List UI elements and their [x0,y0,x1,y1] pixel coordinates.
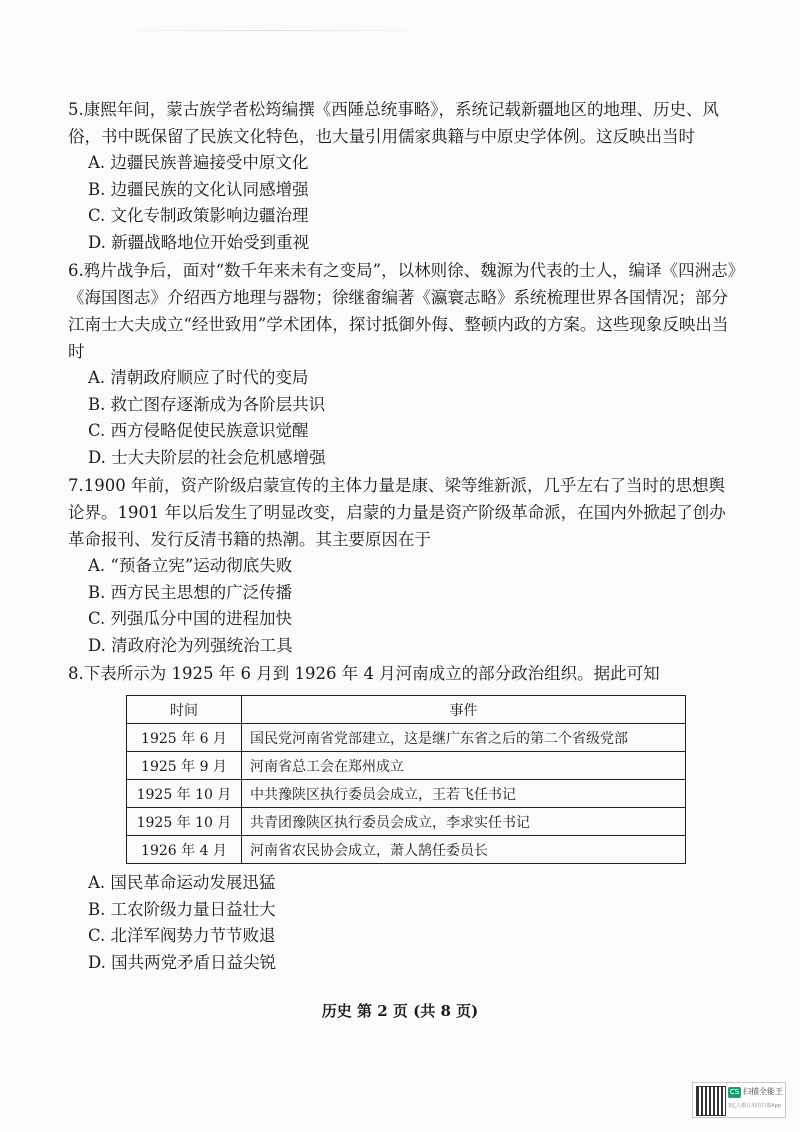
table-row [127,808,686,836]
option-c: C. 文化专制政策影响边疆治理 [88,206,309,225]
qr-code-icon [696,1086,726,1116]
option-b: B. 西方民主思想的广泛传播 [88,582,293,602]
exam-page [68,96,736,976]
scanner-app-name: 扫描全能王 [743,1087,783,1096]
option-c: C. 北洋军阀势力节节败退 [88,926,276,945]
scanner-watermark [692,1082,786,1118]
camscanner-logo-icon: CS [729,1088,740,1096]
question-8-stem: 8.下表所示为 1925 年 6 月到 1926 年 4 月河南成立的部分政治组织。据此可知 [68,664,660,683]
scan-edge-line [100,30,440,31]
event-cell: 中共豫陕区执行委员会成立，王若飞任书记 [242,780,686,808]
option-a: A. 边疆民族普遍接受中原文化 [88,153,309,172]
event-cell: 共青团豫陕区执行委员会成立，李求实任书记 [242,808,686,836]
table-row [127,724,686,752]
date-cell: 1926 年 4 月 [127,836,242,864]
option-a: A. “预备立宪”运动彻底失败 [88,556,293,575]
question-number: 7. [68,476,84,495]
question-6 [68,257,736,471]
event-cell: 国民党河南省党部建立，这是继广东省之后的第二个省级党部 [242,724,686,752]
question-number: 6. [68,261,84,280]
date-cell: 1925 年 6 月 [127,724,242,752]
question-number: 8. [68,664,84,683]
option-a: A. 国民革命运动发展迅猛 [88,873,276,892]
event-cell: 河南省总工会在郑州成立 [242,752,686,780]
date-cell: 1925 年 10 月 [127,808,242,836]
option-d: D. 国共两党矛盾日益尖锐 [88,952,277,972]
question-6-stem: 6.鸦片战争后，面对“数千年来未有之变局”，以林则徐、魏源为代表的士人，编译《四洲志》《海国图志》介绍西方地理与器物；徐继畬编著《瀛寰志略》系统梳理世界各国情况；部分江南士大夫成立“经世致用”学术团体，探讨抵御外侮、整顿内政的方案。这些现象反映出当时 [68,261,736,361]
option-a: A. 清朝政府顺应了时代的变局 [88,368,309,387]
date-cell: 1925 年 9 月 [127,752,242,780]
column-header-time: 时间 [127,696,242,724]
option-d: D. 新疆战略地位开始受到重视 [88,232,310,252]
question-7 [68,472,736,659]
option-c: C. 西方侵略促使民族意识觉醒 [88,421,309,440]
question-5 [68,96,736,256]
question-8 [68,660,736,976]
option-b: B. 边疆民族的文化认同感增强 [88,179,309,199]
question-5-stem: 5.康熙年间，蒙古族学者松筠编撰《西陲总统事略》，系统记载新疆地区的地理、历史、风俗，书中既保留了民族文化特色，也大量引用儒家典籍与中原史学体例。这反映出当时 [68,100,719,146]
option-c: C. 列强瓜分中国的进程加快 [88,609,293,628]
table-row [127,752,686,780]
question-number: 5. [68,100,84,119]
column-header-event: 事件 [242,696,686,724]
option-d: D. 士大夫阶层的社会危机感增强 [88,447,326,467]
table-header-row [127,696,686,724]
event-cell: 河南省农民协会成立，萧人鹄任委员长 [242,836,686,864]
scanner-app-subtitle: 3亿人都在用的扫描App [728,1103,781,1109]
table-row [127,836,686,864]
option-b: B. 救亡图存逐渐成为各阶层共识 [88,394,326,414]
table-row [127,780,686,808]
option-b: B. 工农阶级力量日益壮大 [88,899,276,919]
page-footer: 历史 第 2 页 (共 8 页) [321,1002,479,1020]
question-7-stem: 7.1900 年前，资产阶级启蒙宣传的主体力量是康、梁等维新派，几乎左右了当时的思想舆论界。1901 年以后发生了明显改变，启蒙的力量是资产阶级革命派，在国内外掀起了创办革命报刊、发行反清书籍的热潮。其主要原因在于 [68,476,726,549]
events-table [126,695,686,864]
date-cell: 1925 年 10 月 [127,780,242,808]
option-d: D. 清政府沦为列强统治工具 [88,635,293,655]
